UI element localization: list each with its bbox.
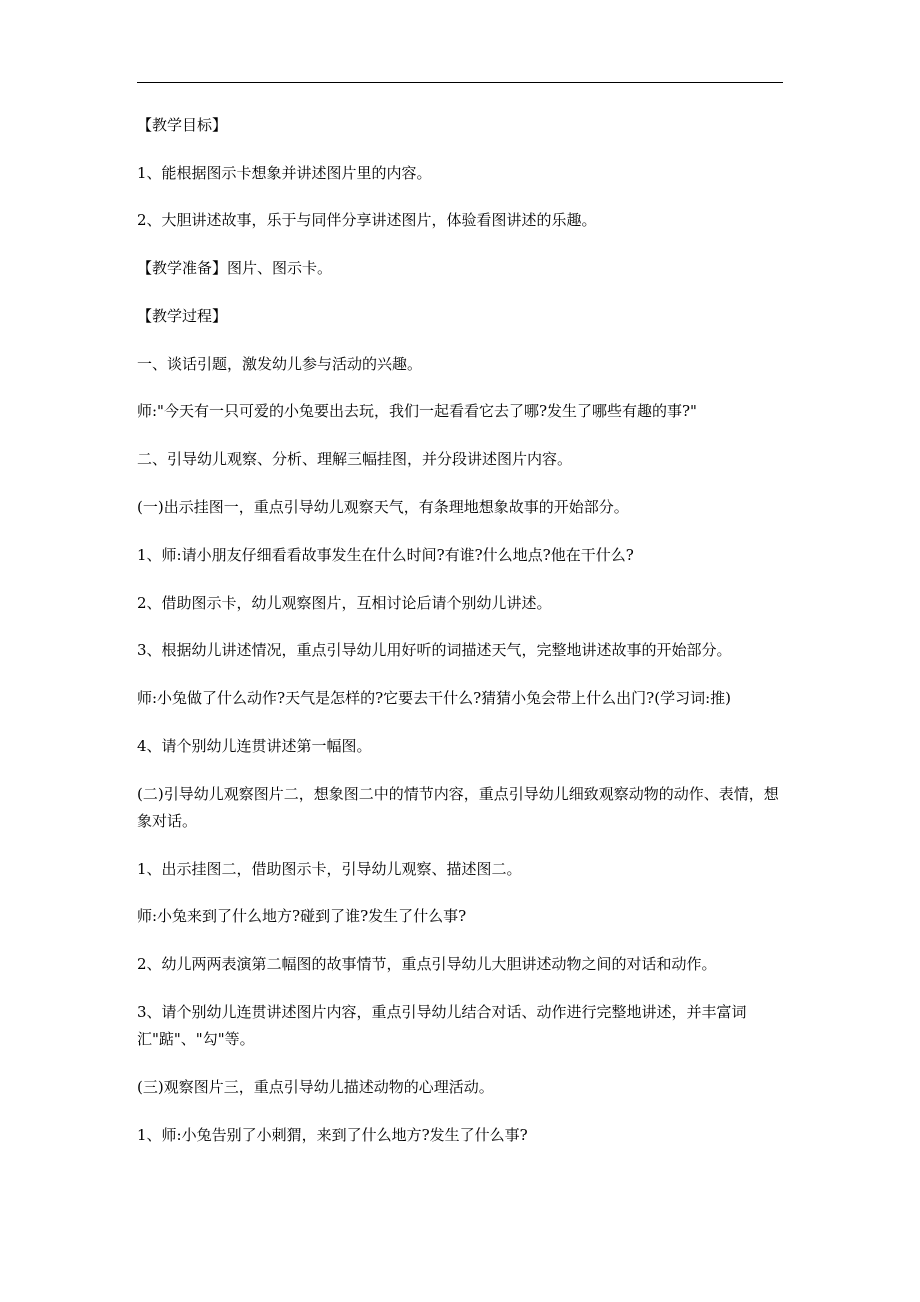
section-heading-goals: 【教学目标】 (137, 116, 228, 134)
paragraph: 二、引导幼儿观察、分析、理解三幅挂图，并分段讲述图片内容。 (137, 450, 573, 468)
paragraph: (三)观察图片三，重点引导幼儿描述动物的心理活动。 (137, 1078, 494, 1096)
paragraph: 3、请个别幼儿连贯讲述图片内容，重点引导幼儿结合对话、动作进行完整地讲述，并丰富词汇"踮"、"勾"等。 (137, 1003, 747, 1048)
paragraph: 1、能根据图示卡想象并讲述图片里的内容。 (137, 164, 432, 182)
paragraph: 1、师:请小朋友仔细看看故事发生在什么时间?有谁?什么地点?他在干什么? (137, 546, 634, 564)
paragraph: 师:"今天有一只可爱的小兔要出去玩，我们一起看看它去了哪?发生了哪些有趣的事?" (137, 402, 697, 420)
paragraph: 师:小兔来到了什么地方?碰到了谁?发生了什么事? (137, 907, 467, 925)
paragraph: 3、根据幼儿讲述情况，重点引导幼儿用好听的词描述天气，完整地讲述故事的开始部分。 (137, 641, 732, 659)
paragraph: 2、借助图示卡，幼儿观察图片，互相讨论后请个别幼儿讲述。 (137, 594, 552, 612)
header-rule (137, 82, 783, 83)
section-heading-preparation: 【教学准备】图片、图示卡。 (137, 259, 333, 277)
paragraph: 2、幼儿两两表演第二幅图的故事情节，重点引导幼儿大胆讲述动物之间的对话和动作。 (137, 955, 717, 973)
paragraph: 1、师:小兔告别了小刺猬，来到了什么地方?发生了什么事? (137, 1126, 528, 1144)
paragraph: 一、谈话引题，激发幼儿参与活动的兴趣。 (137, 355, 423, 373)
section-heading-process: 【教学过程】 (137, 307, 228, 325)
paragraph: 4、请个别幼儿连贯讲述第一幅图。 (137, 737, 372, 755)
paragraph: (二)引导幼儿观察图片二，想象图二中的情节内容，重点引导幼儿细致观察动物的动作、表情，想象对话。 (137, 785, 779, 830)
paragraph: 师:小兔做了什么动作?天气是怎样的?它要去干什么?猜猜小兔会带上什么出门?(学习词:推) (137, 689, 731, 707)
paragraph: 2、大胆讲述故事，乐于与同伴分享讲述图片，体验看图讲述的乐趣。 (137, 211, 597, 229)
paragraph: 1、出示挂图二，借助图示卡，引导幼儿观察、描述图二。 (137, 860, 522, 878)
paragraph: (一)出示挂图一，重点引导幼儿观察天气，有条理地想象故事的开始部分。 (137, 498, 629, 516)
